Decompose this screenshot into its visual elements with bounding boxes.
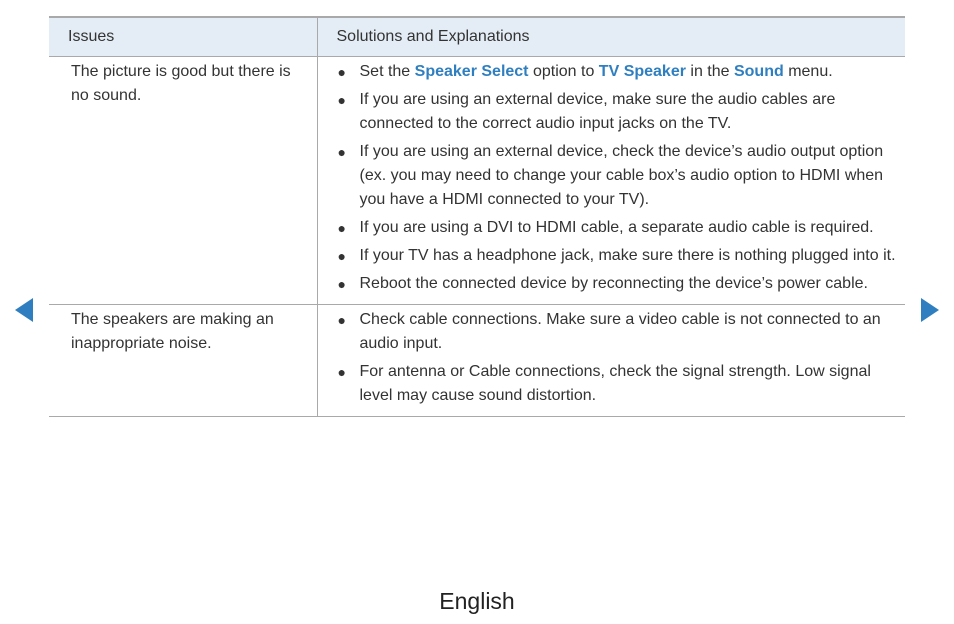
solution-text: For antenna or Cable connections, check the signal strength. Low signal level may cause sound distortion. [359,363,871,404]
solution-item [318,360,900,408]
next-page-right-triangle-icon[interactable] [921,298,939,322]
bullet-icon: ● [337,276,346,292]
solutions-column-header: Solutions and Explanations [317,17,905,57]
solutions-list [318,60,900,296]
bullet-icon: ● [337,312,346,328]
issue-cell: The picture is good but there is no sound. [49,57,317,305]
solution-text: If you are using an external device, make sure the audio cables are connected to the correct audio input jacks on the TV. [359,91,836,132]
bullet-icon: ● [337,248,346,264]
solution-text-mid: in the [685,63,734,80]
bullet-icon: ● [337,364,346,380]
bullet-icon: ● [337,92,346,108]
footer-language-label: English [439,588,515,614]
solution-item [318,308,900,356]
table-row [49,57,905,305]
solution-item [318,60,900,84]
solution-text: Reboot the connected device by reconnecting the device’s power cable. [359,275,868,292]
solution-item [318,140,900,212]
solution-text: If you are using an external device, check the device’s audio output option (ex. you may need to change your cable box’s audio option to HDMI when you have a HDMI connected to your TV). [359,143,884,208]
solution-item [318,272,900,296]
issue-cell: The speakers are making an inappropriate noise. [49,305,317,417]
solutions-cell [317,57,905,305]
issues-column-header: Issues [49,17,317,57]
solution-text-pre: Set the [359,63,415,80]
bullet-icon: ● [337,220,346,236]
solution-item [318,88,900,136]
table-row [49,305,905,417]
troubleshooting-table [49,16,905,417]
solution-text-post: menu. [783,63,833,80]
speaker-select-term: Speaker Select [414,63,529,80]
solution-item [318,244,900,268]
tv-speaker-term: TV Speaker [598,63,686,80]
previous-page-left-triangle-icon[interactable] [15,298,33,322]
solution-text-mid: option to [528,63,599,80]
bullet-icon: ● [337,64,346,80]
sound-menu-term: Sound [733,63,784,80]
solution-item [318,216,900,240]
solutions-list [318,308,900,408]
bullet-icon: ● [337,144,346,160]
troubleshooting-table-container [49,16,905,417]
solution-text: If your TV has a headphone jack, make sure there is nothing plugged into it. [359,247,896,264]
table-header-row [49,17,905,57]
solution-text: Check cable connections. Make sure a video cable is not connected to an audio input. [359,311,881,352]
solution-text: If you are using a DVI to HDMI cable, a separate audio cable is required. [359,219,874,236]
solutions-cell [317,305,905,417]
